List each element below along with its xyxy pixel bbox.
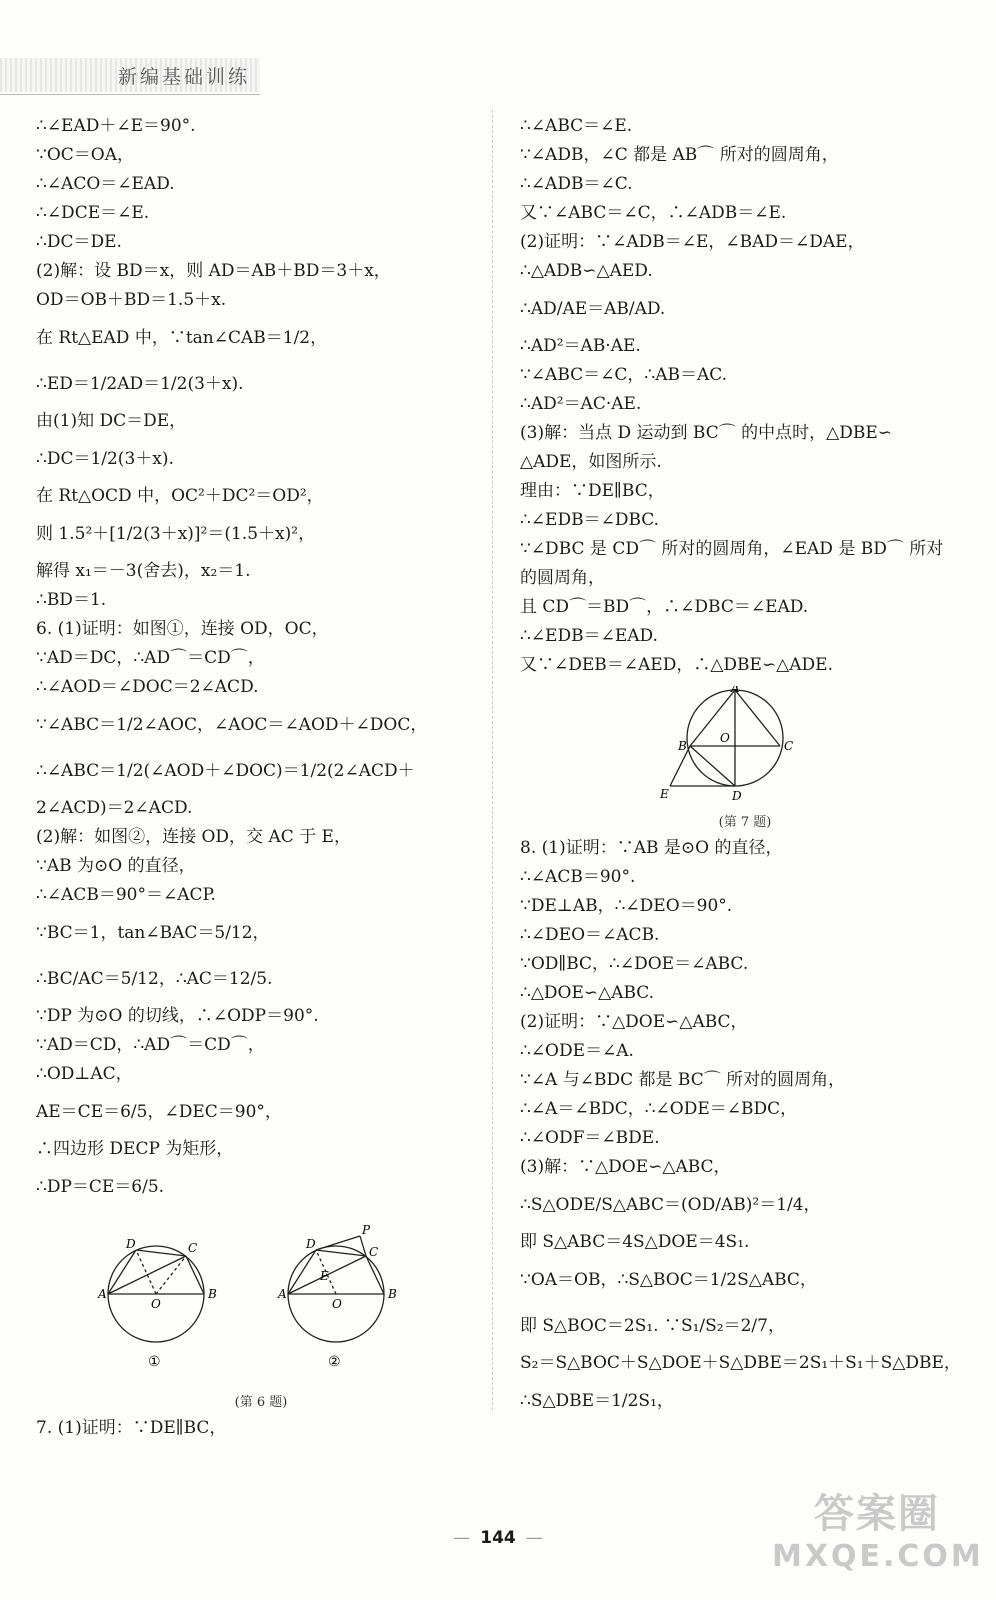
fig6-label-E2: E <box>320 1269 329 1283</box>
watermark-top: 答案圈 <box>814 1491 940 1537</box>
header-rule <box>0 94 260 95</box>
figure-7 <box>520 686 970 830</box>
solution-line: ∴∠ACO＝∠EAD. <box>36 174 175 194</box>
solution-line: ∵BC＝1，tan∠BAC＝5/12， <box>36 923 270 943</box>
fig6-label-D2: D <box>306 1237 316 1251</box>
solution-line: ∵DE⊥AB，∴∠DEO＝90°. <box>520 896 733 916</box>
solution-line: ∵AD＝CD，∴AD⌒＝CD⌒， <box>36 1035 265 1055</box>
left-solution-text <box>36 112 486 1210</box>
left-column <box>36 112 486 1443</box>
fig7-label-B: B <box>678 739 687 753</box>
solution-line: ∵∠ABC＝1/2∠AOC，∠AOC＝∠AOD＋∠DOC， <box>36 715 428 735</box>
fig6-mark-2: ② <box>328 1354 341 1370</box>
solution-line: (2)解：设 BD＝x，则 AD＝AB＋BD＝3＋x， <box>36 261 391 281</box>
solution-line: 理由：∵DE∥BC， <box>520 481 665 501</box>
solution-line: ∴AD²＝AB·AE. <box>520 336 641 356</box>
solution-line: (3)解：∵△DOE∽△ABC， <box>520 1157 731 1177</box>
solution-line: (2)证明：∵∠ADB＝∠E，∠BAD＝∠DAE， <box>520 232 865 252</box>
solution-line: 又∵∠ABC＝∠C，∴∠ADB＝∠E. <box>520 203 787 223</box>
fig6-label-B1: B <box>208 1287 217 1301</box>
solution-line: ∴△DOE∽△ABC. <box>520 983 655 1003</box>
watermark-logo <box>772 1482 982 1592</box>
solution-line: ∴BC/AC＝5/12，∴AC＝12/5. <box>36 969 273 989</box>
solution-line: ∴∠AOD＝∠DOC＝2∠ACD. <box>36 677 259 697</box>
solution-line: ∴∠DCE＝∠E. <box>36 203 150 223</box>
solution-line: 7. (1)证明：∵DE∥BC， <box>36 1418 227 1438</box>
solution-line: ∴AD/AE＝AB/AD. <box>520 299 666 319</box>
solution-line: ∵OC＝OA， <box>36 145 134 165</box>
solution-line: ∴DC＝1/2(3＋x). <box>36 449 174 469</box>
solution-line: ∴∠EAD＋∠E＝90°. <box>36 116 196 136</box>
fig6-label-C2: C <box>369 1245 379 1259</box>
solution-line: ∴∠ABC＝∠E. <box>520 116 633 136</box>
page-number: 144 <box>480 1528 516 1548</box>
solution-line: ∴BD＝1. <box>36 590 107 610</box>
right-column <box>520 112 970 1424</box>
fig7-label-O: O <box>720 731 730 745</box>
figure-6-caption: (第 6 题) <box>234 1395 288 1410</box>
page-number-row: — 144 — <box>453 1528 543 1548</box>
fig7-label-E: E <box>660 787 669 801</box>
solution-line: ∴∠ABC＝1/2(∠AOD＋∠DOC)＝1/2(2∠ACD＋ <box>36 761 415 781</box>
watermark-bottom: MXQE.COM <box>772 1539 984 1574</box>
solution-line: ∴ED＝1/2AD＝1/2(3＋x). <box>36 374 244 394</box>
solution-line: 在 Rt△OCD 中，OC²＋DC²＝OD²， <box>36 486 324 506</box>
solution-line: ∵OA＝OB，∴S△BOC＝1/2S△ABC， <box>520 1270 817 1290</box>
solution-line: ∴OD⊥AC， <box>36 1064 133 1084</box>
solution-line: OD＝OB＋BD＝1.5＋x. <box>36 290 227 310</box>
fig6-label-A2: A <box>278 1287 287 1301</box>
right-solution-text-continued <box>520 834 970 1424</box>
solution-line: ∵DP 为⊙O 的切线，∴∠ODP＝90°. <box>36 1006 319 1026</box>
solution-line: ∵∠ADB，∠C 都是 AB⌒ 所对的圆周角， <box>520 145 839 165</box>
book-title: 新编基础训练 <box>118 66 251 88</box>
solution-line: ∴∠DEO＝∠ACB. <box>520 925 660 945</box>
solution-line: ∴△ADB∽△AED. <box>520 261 653 281</box>
fig6-label-A1: A <box>98 1287 107 1301</box>
fig6-label-B2: B <box>388 1287 397 1301</box>
fig6-label-C1: C <box>188 1241 198 1255</box>
solution-line: (2)解：如图②，连接 OD，交 AC 于 E， <box>36 827 351 847</box>
solution-line: ∴∠A＝∠BDC，∴∠ODE＝∠BDC， <box>520 1099 798 1119</box>
solution-line: 由(1)知 DC＝DE， <box>36 411 187 431</box>
solution-line: 解得 x₁＝－3(舍去)，x₂＝1. <box>36 561 251 581</box>
solution-line: ∴∠ODE＝∠A. <box>520 1041 634 1061</box>
solution-line: 则 1.5²＋[1/2(3＋x)]²＝(1.5＋x)²， <box>36 524 316 544</box>
fig6-label-D1: D <box>126 1237 136 1251</box>
solution-line: 且 CD⌒＝BD⌒，∴∠DBC＝∠EAD. <box>520 597 809 617</box>
solution-line: AE＝CE＝6/5，∠DEC＝90°， <box>36 1102 282 1122</box>
solution-line: ∴∠ACB＝90°. <box>520 867 636 887</box>
solution-line: △ADE，如图所示. <box>520 452 662 472</box>
fig7-label-C: C <box>784 739 794 753</box>
solution-line: ∴∠ODF＝∠BDE. <box>520 1128 660 1148</box>
solution-line: ∴DC＝DE. <box>36 232 122 252</box>
figure-6-circle-1 <box>108 1246 204 1342</box>
solution-line: ∴AD²＝AC·AE. <box>520 394 642 414</box>
solution-line: ∴∠ADB＝∠C. <box>520 174 633 194</box>
column-divider <box>492 110 493 1410</box>
right-solution-text <box>520 112 970 680</box>
solution-line: 即 S△ABC＝4S△DOE＝4S₁. <box>520 1232 750 1252</box>
solution-line: ∵∠DBC 是 CD⌒ 所对的圆周角，∠EAD 是 BD⌒ 所对 <box>520 539 944 559</box>
solution-line: 2∠ACD)＝2∠ACD. <box>36 798 193 818</box>
fig6-label-P2: P <box>362 1223 371 1237</box>
solution-line: 即 S△BOC＝2S₁. ∵S₁/S₂＝2/7， <box>520 1316 785 1336</box>
solution-line: ∵AB 为⊙O 的直径， <box>36 856 196 876</box>
figure-6 <box>36 1216 486 1410</box>
figure-7-caption: (第 7 题) <box>718 815 772 830</box>
solution-line: ∴∠EDB＝∠EAD. <box>520 626 658 646</box>
solution-line: 在 Rt△EAD 中，∵tan∠CAB＝1/2， <box>36 328 328 348</box>
solution-line: 的圆周角， <box>520 568 605 588</box>
solution-line: ∴四边形 DECP 为矩形， <box>36 1139 234 1159</box>
solution-line: ∵∠A 与∠BDC 都是 BC⌒ 所对的圆周角， <box>520 1070 846 1090</box>
fig7-label-A: A <box>731 686 740 695</box>
solution-line: ∵OD∥BC，∴∠DOE＝∠ABC. <box>520 954 749 974</box>
figure-7-diagram <box>520 686 960 806</box>
solution-line: ∴DP＝CE＝6/5. <box>36 1177 165 1197</box>
solution-line: (3)解：当点 D 运动到 BC⌒ 的中点时，△DBE∽ <box>520 423 892 443</box>
solution-line: ∴S△ODE/S△ABC＝(OD/AB)²＝1/4， <box>520 1195 821 1215</box>
solution-line: S₂＝S△BOC＋S△DOE＋S△DBE＝2S₁＋S₁＋S△DBE， <box>520 1353 961 1373</box>
fig7-label-D: D <box>732 789 742 803</box>
solution-line: 又∵∠DEB＝∠AED，∴△DBE∽△ADE. <box>520 655 833 675</box>
solution-line: (2)证明：∵△DOE∽△ABC， <box>520 1012 748 1032</box>
solution-line: ∵∠ABC＝∠C，∴AB＝AC. <box>520 365 728 385</box>
figure-6-diagram <box>36 1216 476 1386</box>
fig6-label-O2: O <box>332 1297 342 1311</box>
left-solution-text-continued <box>36 1414 486 1443</box>
solution-line: 8. (1)证明：∵AB 是⊙O 的直径， <box>520 838 783 858</box>
fig6-label-O1: O <box>151 1297 161 1311</box>
solution-line: ∴∠EDB＝∠DBC. <box>520 510 660 530</box>
solution-line: 6. (1)证明：如图①，连接 OD，OC， <box>36 619 329 639</box>
solution-line: ∴∠ACB＝90°＝∠ACP. <box>36 885 216 905</box>
fig6-mark-1: ① <box>148 1354 161 1370</box>
solution-line: ∵AD＝DC，∴AD⌒＝CD⌒， <box>36 648 265 668</box>
solution-line: ∴S△DBE＝1/2S₁， <box>520 1391 674 1411</box>
